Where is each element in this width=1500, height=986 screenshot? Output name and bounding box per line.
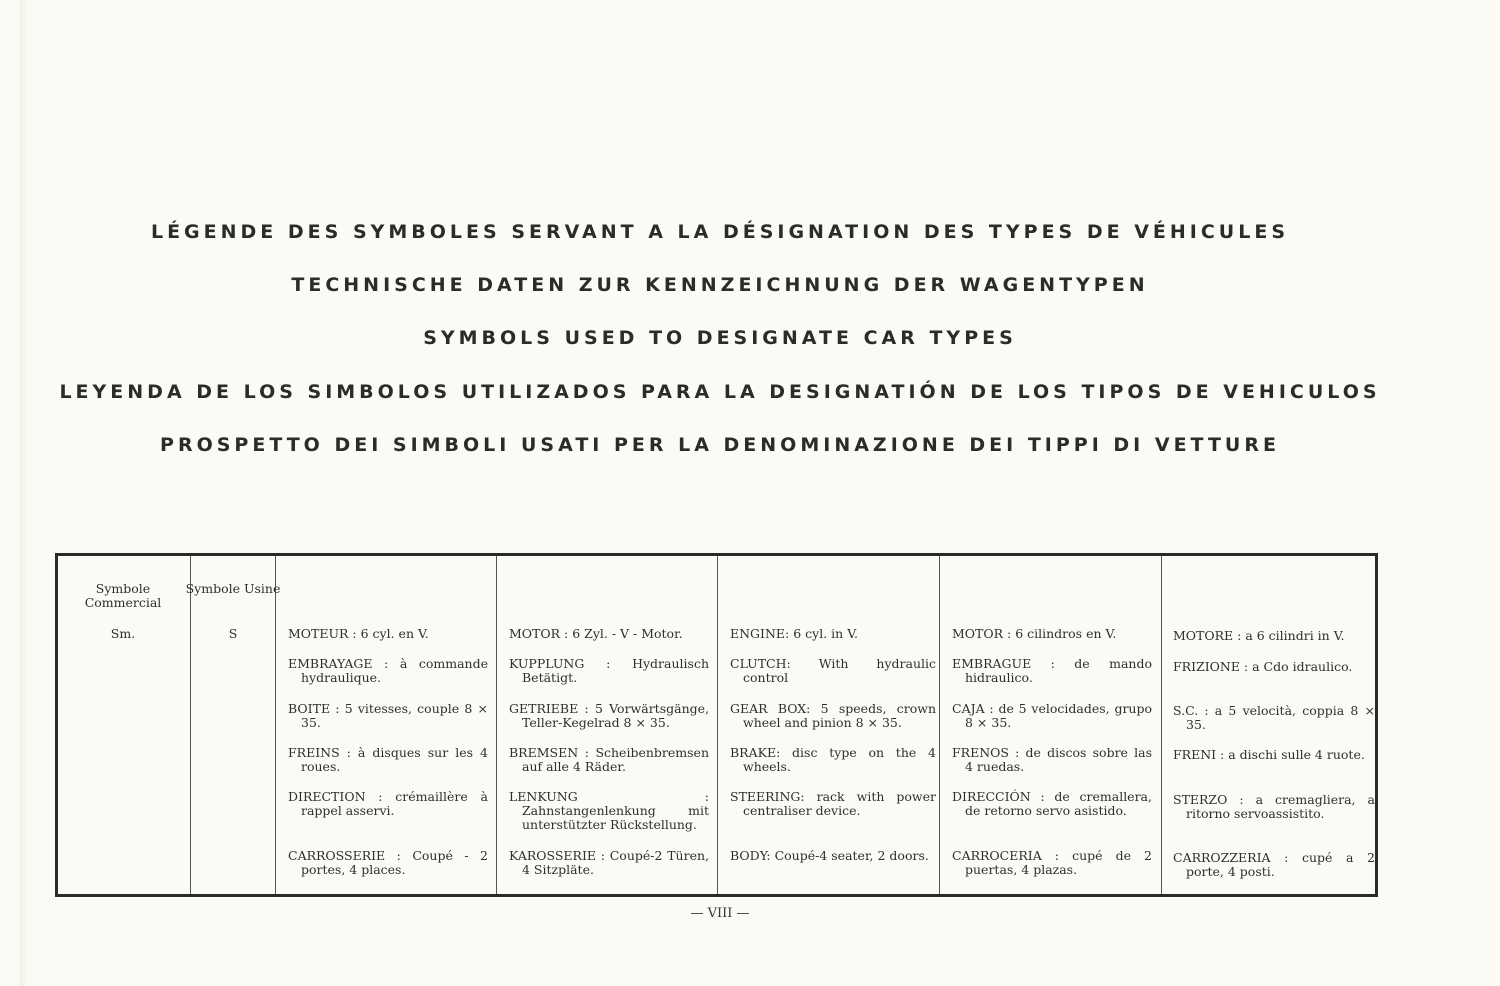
spec-es-steering: DIRECCIÓN : de cremallera, de retorno servo asistido. bbox=[952, 789, 1152, 818]
column-divider bbox=[1161, 556, 1162, 894]
spec-en-gearbox: GEAR BOX: 5 speeds, crown wheel and pinion 8 × 35. bbox=[730, 701, 936, 730]
spec-fr-engine: MOTEUR : 6 cyl. en V. bbox=[288, 626, 429, 641]
spec-es-engine: MOTOR : 6 cilindros en V. bbox=[952, 626, 1117, 641]
column-divider bbox=[496, 556, 497, 894]
symbol-usine-value: S bbox=[228, 626, 238, 641]
spec-it-body: CARROZZERIA : cupé a 2 porte, 4 posti. bbox=[1173, 850, 1375, 879]
page-edge-shadow bbox=[20, 0, 28, 986]
spec-es-body: CARROCERIA : cupé de 2 puertas, 4 plazas. bbox=[952, 848, 1152, 877]
spec-fr-body: CARROSSERIE : Coupé - 2 portes, 4 places. bbox=[288, 848, 488, 877]
spec-it-gearbox: S.C. : a 5 velocità, coppia 8 × 35. bbox=[1173, 703, 1375, 732]
spec-es-brakes: FRENOS : de discos sobre las 4 ruedas. bbox=[952, 745, 1152, 774]
spec-it-brakes: FRENI : a dischi sulle 4 ruote. bbox=[1173, 747, 1365, 762]
spec-it-steering: STERZO : a cremagliera, a ritorno servoassistito. bbox=[1173, 792, 1375, 821]
spec-fr-steering: DIRECTION : crémaillère à rappel asservi. bbox=[288, 789, 488, 818]
header-symbole-commercial: Symbole Commercial bbox=[84, 581, 162, 610]
spec-en-steering: STEERING: rack with power centraliser device. bbox=[730, 789, 936, 818]
column-divider bbox=[939, 556, 940, 894]
spec-de-gearbox: GETRIEBE : 5 Vorwärtsgänge, Teller-Kegelrad 8 × 35. bbox=[509, 701, 709, 730]
spec-de-engine: MOTOR : 6 Zyl. - V - Motor. bbox=[509, 626, 683, 641]
spec-en-brakes: BRAKE: disc type on the 4 wheels. bbox=[730, 745, 936, 774]
column-divider bbox=[717, 556, 718, 894]
spec-en-engine: ENGINE: 6 cyl. in V. bbox=[730, 626, 859, 641]
heading-french: LÉGENDE DES SYMBOLES SERVANT A LA DÉSIGNATION DES TYPES DE VÉHICULES bbox=[150, 221, 1290, 243]
heading-german: TECHNISCHE DATEN ZUR KENNZEICHNUNG DER WAGENTYPEN bbox=[291, 274, 1149, 296]
spec-it-clutch: FRIZIONE : a Cdo idraulico. bbox=[1173, 659, 1353, 674]
header-symbole-usine: Symbole Usine bbox=[185, 581, 281, 596]
spec-en-body: BODY: Coupé-4 seater, 2 doors. bbox=[730, 848, 929, 863]
spec-es-clutch: EMBRAGUE : de mando hidraulico. bbox=[952, 656, 1152, 685]
spec-fr-clutch: EMBRAYAGE : à commande hydraulique. bbox=[288, 656, 488, 685]
spec-es-gearbox: CAJA : de 5 velocidades, grupo 8 × 35. bbox=[952, 701, 1152, 730]
column-divider bbox=[275, 556, 276, 894]
specification-table bbox=[55, 553, 1378, 897]
heading-english: SYMBOLS USED TO DESIGNATE CAR TYPES bbox=[423, 327, 1017, 349]
spec-fr-brakes: FREINS : à disques sur les 4 roues. bbox=[288, 745, 488, 774]
spec-de-steering: LENKUNG : Zahnstangenlenkung mit unterstützter Rückstellung. bbox=[509, 789, 709, 832]
page-number: — VIII — bbox=[690, 906, 750, 921]
spec-de-brakes: BREMSEN : Scheibenbremsen auf alle 4 Räder. bbox=[509, 745, 709, 774]
spec-de-body: KAROSSERIE : Coupé-2 Türen, 4 Sitzpläte. bbox=[509, 848, 709, 877]
spec-fr-gearbox: BOITE : 5 vitesses, couple 8 × 35. bbox=[288, 701, 488, 730]
spec-en-clutch: CLUTCH: With hydraulic control bbox=[730, 656, 936, 685]
heading-spanish: LEYENDA DE LOS SIMBOLOS UTILIZADOS PARA LA DESIGNATIÓN DE LOS TIPOS DE VEHICULOS bbox=[59, 381, 1381, 403]
spec-de-clutch: KUPPLUNG : Hydraulisch Betätigt. bbox=[509, 656, 709, 685]
column-divider bbox=[190, 556, 191, 894]
heading-italian: PROSPETTO DEI SIMBOLI USATI PER LA DENOMINAZIONE DEI TIPPI DI VETTURE bbox=[160, 434, 1280, 456]
symbol-commercial-value: Sm. bbox=[110, 626, 136, 641]
spec-it-engine: MOTORE : a 6 cilindri in V. bbox=[1173, 628, 1345, 643]
